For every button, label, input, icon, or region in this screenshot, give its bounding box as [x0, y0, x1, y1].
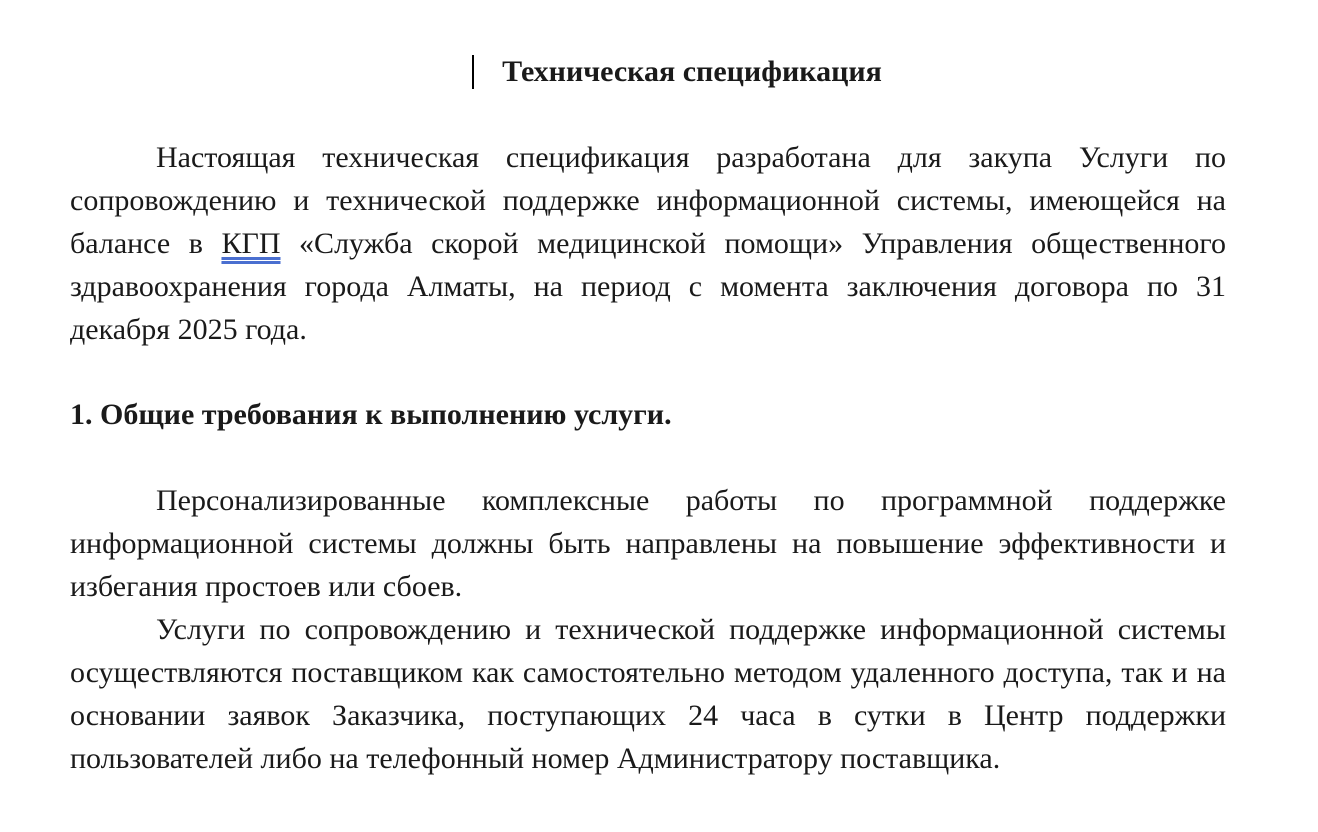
org-abbreviation: КГП: [221, 227, 281, 260]
section-1-heading[interactable]: 1. Общие требования к выполнению услуги.: [70, 398, 672, 431]
document-title[interactable]: Техническая спецификация: [502, 55, 882, 88]
intro-paragraph[interactable]: [70, 136, 1226, 351]
section-1-paragraph-2[interactable]: Услуги по сопровождению и технической поддержке информационной системы осуществляются поставщиком как самостоятельно методом удаленного доступа, так и на основании заявок Заказчика, поступающих 24 часа в сутки в Центр поддержки пользователей либо на телефонный номер Администратору поставщика.: [70, 613, 1226, 775]
section-1-paragraph-1[interactable]: Персонализированные комплексные работы по программной поддержке информационной системы должны быть направлены на повышение эффективности и избегания простоев или сбоев.: [70, 484, 1226, 603]
intro-text-end: «Служба скорой медицинской помощи» Управления общественного здравоохранения города Алматы, на период с момента заключения договора по 31 декабря 2025 года.: [70, 227, 1226, 346]
intro-text-start: Настоящая техническая спецификация разработана для закупа Услуги по сопровождению и технической поддержке информационной системы, имеющейся на балансе в: [70, 141, 1226, 260]
